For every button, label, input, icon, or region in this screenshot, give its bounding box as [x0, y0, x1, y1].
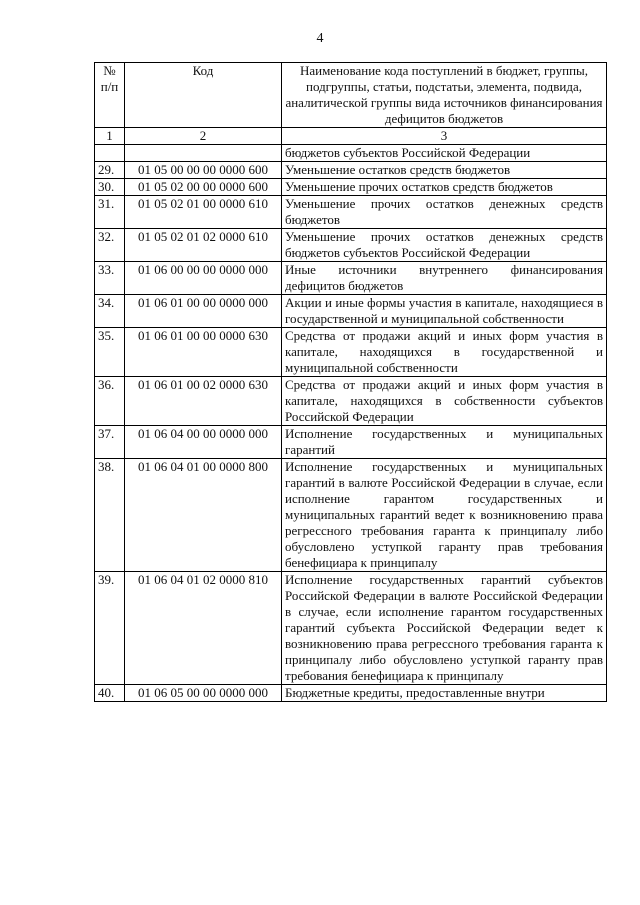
- row-number: 36.: [95, 377, 125, 426]
- row-name: Уменьшение прочих остатков средств бюджетов: [282, 179, 607, 196]
- row-number: 37.: [95, 426, 125, 459]
- row-name: Средства от продажи акций и иных форм участия в капитале, находящихся в собственности субъектов Российской Федерации: [282, 377, 607, 426]
- table-row: [95, 572, 607, 685]
- row-name: Уменьшение прочих остатков денежных средств бюджетов субъектов Российской Федерации: [282, 229, 607, 262]
- row-code: 01 06 05 00 00 0000 000: [125, 685, 282, 702]
- table-row: [95, 377, 607, 426]
- row-number: 30.: [95, 179, 125, 196]
- page-number: 4: [316, 31, 324, 46]
- table-row: [95, 145, 607, 162]
- row-number: 39.: [95, 572, 125, 685]
- header-number: № п/п: [95, 63, 125, 128]
- row-name: бюджетов субъектов Российской Федерации: [282, 145, 607, 162]
- header-code: Код: [125, 63, 282, 128]
- row-name: Средства от продажи акций и иных форм участия в капитале, находящихся в государственной и муниципальной собственности: [282, 328, 607, 377]
- column-index-3: 3: [282, 128, 607, 145]
- row-code: 01 05 00 00 00 0000 600: [125, 162, 282, 179]
- row-code: 01 06 04 00 00 0000 000: [125, 426, 282, 459]
- table-row: [95, 262, 607, 295]
- budget-sources-table: [94, 62, 607, 702]
- column-index-2: 2: [125, 128, 282, 145]
- row-code: 01 06 04 01 00 0000 800: [125, 459, 282, 572]
- row-code: 01 06 04 01 02 0000 810: [125, 572, 282, 685]
- row-code: 01 05 02 01 00 0000 610: [125, 196, 282, 229]
- row-number: 34.: [95, 295, 125, 328]
- row-name: Уменьшение остатков средств бюджетов: [282, 162, 607, 179]
- column-index-1: 1: [95, 128, 125, 145]
- row-code: 01 05 02 00 00 0000 600: [125, 179, 282, 196]
- row-code: 01 06 01 00 00 0000 630: [125, 328, 282, 377]
- row-number: 32.: [95, 229, 125, 262]
- row-number: 40.: [95, 685, 125, 702]
- table-header: [95, 63, 607, 145]
- row-code: 01 06 00 00 00 0000 000: [125, 262, 282, 295]
- table-body: [95, 145, 607, 702]
- row-code: [125, 145, 282, 162]
- row-name: Акции и иные формы участия в капитале, находящиеся в государственной и муниципальной собственности: [282, 295, 607, 328]
- table-row: [95, 196, 607, 229]
- row-name: Исполнение государственных гарантий субъектов Российской Федерации в валюте Российской Федерации в случае, если исполнение гарантом государственных гарантий субъекта Российской Федерации ведет к возникновению права регрессного требования гаранта к принципалу либо обусловлено уступкой гаранту прав требования бенефициара к принципалу: [282, 572, 607, 685]
- row-code: 01 05 02 01 02 0000 610: [125, 229, 282, 262]
- table-row: [95, 459, 607, 572]
- row-number: 29.: [95, 162, 125, 179]
- table-row: [95, 179, 607, 196]
- row-number: [95, 145, 125, 162]
- table-row: [95, 229, 607, 262]
- row-number: 38.: [95, 459, 125, 572]
- row-name: Бюджетные кредиты, предоставленные внутри: [282, 685, 607, 702]
- row-number: 33.: [95, 262, 125, 295]
- table-row: [95, 685, 607, 702]
- header-name: Наименование кода поступлений в бюджет, группы, подгруппы, статьи, подстатьи, элемента, подвида, аналитической группы вида источников финансирования дефицитов бюджетов: [282, 63, 607, 128]
- row-code: 01 06 01 00 00 0000 000: [125, 295, 282, 328]
- column-index-row: [95, 128, 607, 145]
- table-row: [95, 328, 607, 377]
- row-name: Уменьшение прочих остатков денежных средств бюджетов: [282, 196, 607, 229]
- table-row: [95, 426, 607, 459]
- row-code: 01 06 01 00 02 0000 630: [125, 377, 282, 426]
- header-row: [95, 63, 607, 128]
- row-number: 31.: [95, 196, 125, 229]
- table-row: [95, 295, 607, 328]
- table-row: [95, 162, 607, 179]
- row-name: Исполнение государственных и муниципальных гарантий в валюте Российской Федерации в случае, если исполнение гарантом государственных и муниципальных гарантий ведет к возникновению права регрессного требования гаранта к принципалу либо обусловлено уступкой гаранту прав требования бенефициара к принципалу: [282, 459, 607, 572]
- row-number: 35.: [95, 328, 125, 377]
- row-name: Исполнение государственных и муниципальных гарантий: [282, 426, 607, 459]
- row-name: Иные источники внутреннего финансирования дефицитов бюджетов: [282, 262, 607, 295]
